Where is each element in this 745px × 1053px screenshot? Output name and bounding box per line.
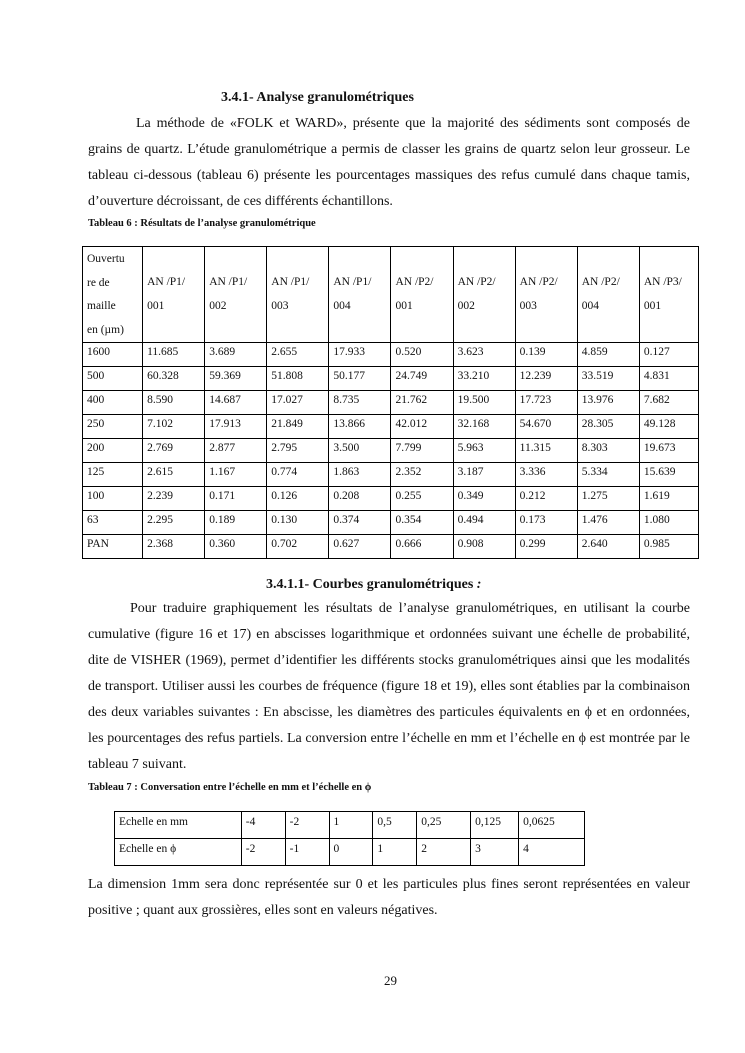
table-cell: 14.687	[205, 391, 267, 415]
table-cell: 59.369	[205, 367, 267, 391]
row-label-cell: 200	[83, 439, 143, 463]
table7-caption: Tableau 7 : Conversation entre l’échelle en mm et l’échelle en ϕ	[88, 782, 372, 793]
table-cell: 17.933	[329, 343, 391, 367]
table-cell: -1	[285, 839, 329, 866]
header-cell: AN /P2/ 004	[577, 247, 639, 343]
table-cell: 11.685	[143, 343, 205, 367]
table-cell: 0,125	[471, 812, 519, 839]
table-cell: 1	[329, 812, 373, 839]
table-cell: 2.295	[143, 511, 205, 535]
table-cell: 8.590	[143, 391, 205, 415]
table-row	[83, 343, 699, 367]
page-number: 29	[384, 973, 397, 988]
table-row	[83, 439, 699, 463]
table-cell: 32.168	[453, 415, 515, 439]
table-header-row	[83, 247, 699, 343]
table-cell: 8.735	[329, 391, 391, 415]
table-cell: 0.299	[515, 535, 577, 559]
table-row	[83, 415, 699, 439]
table-cell: 5.963	[453, 439, 515, 463]
header-cell: AN /P2/ 003	[515, 247, 577, 343]
text-line: Pour traduire graphiquement les résultats de l’analyse granulométriques, en utilisant la	[130, 601, 646, 616]
table-cell: 0	[329, 839, 373, 866]
table-cell: 0.774	[267, 463, 329, 487]
table-cell: 2.368	[143, 535, 205, 559]
table-cell: 60.328	[143, 367, 205, 391]
table-cell: -2	[241, 839, 285, 866]
header-cell: AN /P1/ 001	[143, 247, 205, 343]
table-cell: 4.831	[639, 367, 698, 391]
table-cell: 0.171	[205, 487, 267, 511]
table-cell: 0,25	[417, 812, 471, 839]
text-line: valeur positive ; quant aux grossières, elles sont en valeurs négatives.	[88, 877, 690, 918]
table-cell: 3.500	[329, 439, 391, 463]
table-cell: 50.177	[329, 367, 391, 391]
header-cell: AN /P2/ 001	[391, 247, 453, 343]
text-line: probabilité, dite de VISHER (1969), permet d’identifier les différents stocks granulométriques ainsi	[88, 627, 691, 668]
table-cell: 1.863	[329, 463, 391, 487]
table-cell: 15.639	[639, 463, 698, 487]
table-cell: 0.139	[515, 343, 577, 367]
header-cell: AN /P3/ 001	[639, 247, 698, 343]
table-row	[83, 487, 699, 511]
table-cell: 33.210	[453, 367, 515, 391]
table-cell: 3.187	[453, 463, 515, 487]
header-cell: AN /P1/ 003	[267, 247, 329, 343]
table-cell: 3.336	[515, 463, 577, 487]
table-row	[115, 812, 585, 839]
section-heading: 3.4.1- Analyse granulométriques	[221, 90, 414, 105]
table-cell: 1.619	[639, 487, 698, 511]
text-line: La dimension 1mm sera donc représentée sur 0 et les particules plus fines seront représentées en	[88, 877, 650, 892]
table-cell: 42.012	[391, 415, 453, 439]
table-cell: 0.255	[391, 487, 453, 511]
table-cell: 2.769	[143, 439, 205, 463]
table-row	[83, 463, 699, 487]
table-cell: 0.173	[515, 511, 577, 535]
table-cell: 4.859	[577, 343, 639, 367]
table-cell: 3.623	[453, 343, 515, 367]
table-cell: 3.689	[205, 343, 267, 367]
table-cell: 0.127	[639, 343, 698, 367]
row-label-cell: 400	[83, 391, 143, 415]
table-cell: 21.762	[391, 391, 453, 415]
table-cell: 5.334	[577, 463, 639, 487]
row-label-cell: 250	[83, 415, 143, 439]
table-cell: 0.130	[267, 511, 329, 535]
table-cell: 24.749	[391, 367, 453, 391]
text-line: établies par la combinaison des deux variables suivantes : En abscisse, les diamètres des particules	[88, 679, 690, 720]
table-row	[83, 391, 699, 415]
table-cell: 2	[417, 839, 471, 866]
table-cell: 0.189	[205, 511, 267, 535]
table-cell: 0.494	[453, 511, 515, 535]
text-line: que les modalités de transport. Utiliser aussi les courbes de fréquence (figure 18 et 19), elles sont	[88, 653, 690, 694]
header-cell: AN /P1/ 004	[329, 247, 391, 343]
table-cell: 2.795	[267, 439, 329, 463]
table-cell: 54.670	[515, 415, 577, 439]
row-label-cell: 500	[83, 367, 143, 391]
table-row	[83, 367, 699, 391]
table-cell: 2.615	[143, 463, 205, 487]
table-cell: 1.275	[577, 487, 639, 511]
table6-caption: Tableau 6 : Résultats de l’analyse granulométrique	[88, 218, 316, 229]
table-cell: 1.476	[577, 511, 639, 535]
header-cell: AN /P1/ 002	[205, 247, 267, 343]
text-line: grosseur. Le tableau ci-dessous (tableau 6) présente les pourcentages massiques des refus cumulé	[88, 142, 690, 183]
text-line: dans chaque tamis, d’ouverture décroissant, de ces différents échantillons.	[88, 168, 691, 209]
table-cell: 0.666	[391, 535, 453, 559]
header-cell-opening: Ouvertu re de maille en (µm)	[83, 247, 143, 343]
table-cell: 13.866	[329, 415, 391, 439]
table-cell: 0.212	[515, 487, 577, 511]
table-cell: 1.167	[205, 463, 267, 487]
table-cell: 19.500	[453, 391, 515, 415]
table-cell: 0.627	[329, 535, 391, 559]
table-cell: 0.360	[205, 535, 267, 559]
table-cell: 33.519	[577, 367, 639, 391]
table-cell: 2.655	[267, 343, 329, 367]
text-line: courbe cumulative (figure 16 et 17) en abscisses logarithmique et ordonnées suivant une échelle de	[88, 601, 691, 642]
text-line: La méthode de «FOLK et WARD», présente que la majorité des sédiments sont composés	[136, 116, 671, 131]
table-cell: 3	[471, 839, 519, 866]
row-label-cell: Echelle en mm	[115, 812, 242, 839]
table-cell: 0.702	[267, 535, 329, 559]
row-label-cell: 63	[83, 511, 143, 535]
table-cell: 4	[519, 839, 585, 866]
table-cell: 0,5	[373, 812, 417, 839]
subsection-heading: 3.4.1.1- Courbes granulométriques :	[266, 577, 482, 592]
scale-conversion-table	[114, 811, 585, 866]
table-cell: 51.808	[267, 367, 329, 391]
table-cell: 1.080	[639, 511, 698, 535]
row-label-cell: 125	[83, 463, 143, 487]
table-cell: 0.208	[329, 487, 391, 511]
table-cell: 7.102	[143, 415, 205, 439]
row-label-cell: 1600	[83, 343, 143, 367]
table-cell: 2.352	[391, 463, 453, 487]
table-cell: 17.723	[515, 391, 577, 415]
table-cell: -4	[241, 812, 285, 839]
table-cell: 8.303	[577, 439, 639, 463]
table-row	[115, 839, 585, 866]
table-cell: 12.239	[515, 367, 577, 391]
table-cell: 17.027	[267, 391, 329, 415]
table-cell: 0.908	[453, 535, 515, 559]
row-label-cell: 100	[83, 487, 143, 511]
table-cell: 7.682	[639, 391, 698, 415]
paragraph-curves	[88, 596, 690, 778]
table-cell: 0.374	[329, 511, 391, 535]
table-cell: 0.520	[391, 343, 453, 367]
table-row	[83, 511, 699, 535]
table-row	[83, 535, 699, 559]
table-cell: 2.877	[205, 439, 267, 463]
text-line: de grains de quartz. L’étude granulométrique a permis de classer les grains de quartz selon leur	[88, 116, 690, 157]
paragraph-intro	[88, 111, 690, 215]
table-cell: 11.315	[515, 439, 577, 463]
table-cell: -2	[285, 812, 329, 839]
granulometry-table	[82, 246, 699, 559]
table-cell: 1	[373, 839, 417, 866]
table-cell: 7.799	[391, 439, 453, 463]
table-cell: 19.673	[639, 439, 698, 463]
row-label-cell: PAN	[83, 535, 143, 559]
table-cell: 2.640	[577, 535, 639, 559]
table-cell: 0.349	[453, 487, 515, 511]
table-cell: 13.976	[577, 391, 639, 415]
table-cell: 2.239	[143, 487, 205, 511]
table-cell: 0,0625	[519, 812, 585, 839]
table-cell: 0.126	[267, 487, 329, 511]
text-line: en mm et l’échelle en ϕ est montrée par le tableau 7 suivant.	[88, 731, 691, 772]
table-cell: 21.849	[267, 415, 329, 439]
paragraph-conclusion	[88, 872, 690, 924]
table-cell: 0.985	[639, 535, 698, 559]
table-cell: 49.128	[639, 415, 698, 439]
table-cell: 28.305	[577, 415, 639, 439]
table-cell: 17.913	[205, 415, 267, 439]
row-label-cell: Echelle en ϕ	[115, 839, 242, 866]
table-cell: 0.354	[391, 511, 453, 535]
text-line: équivalents en ϕ et en ordonnées, les pourcentages des refus partiels. La conversion entre l’échelle	[88, 705, 690, 746]
header-cell: AN /P2/ 002	[453, 247, 515, 343]
